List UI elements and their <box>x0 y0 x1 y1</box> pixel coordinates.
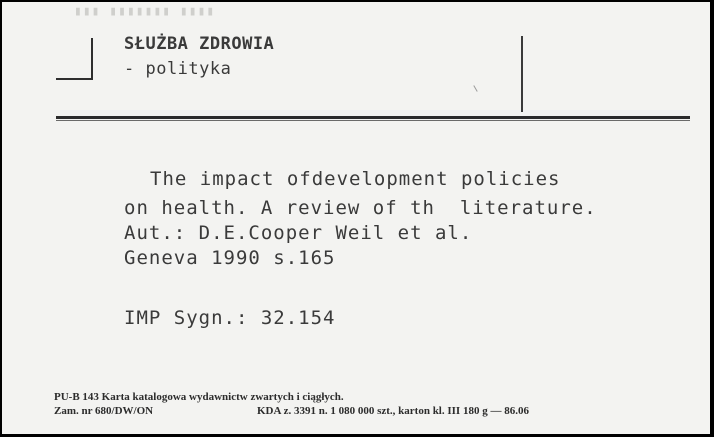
corner-mark-vertical <box>91 38 93 80</box>
header-divider <box>56 116 690 119</box>
footer-form-line: PU-B 143 Karta katalogowa wydawnictw zwartych i ciągłych. <box>54 391 344 403</box>
faded-stamp-text: ▮▮▮ ▮▮▮▮▮▮▮ ▮▮▮▮ <box>74 4 216 19</box>
subject-heading: SŁUŻBA ZDROWIA <box>124 34 275 54</box>
corner-mark-horizontal <box>56 78 93 80</box>
title-line-1: The impact ofdevelopment policies <box>150 168 561 190</box>
title-line-2: on health. A review of th literature. <box>124 197 597 219</box>
subject-subheading: - polityka <box>124 59 232 79</box>
author-line: Aut.: D.E.Cooper Weil et al. <box>124 222 473 244</box>
header-vertical-rule <box>521 36 523 112</box>
catalog-card <box>2 2 710 434</box>
header-divider-shadow <box>56 120 690 121</box>
imprint-line: Geneva 1990 s.165 <box>124 247 336 269</box>
footer-order-number: Zam. nr 680/DW/ON <box>54 405 154 417</box>
pen-mark <box>473 85 477 92</box>
call-number-line: IMP Sygn.: 32.154 <box>124 307 336 329</box>
footer-print-info: KDA z. 3391 n. 1 080 000 szt., karton kl. III 180 g — 86.06 <box>257 405 529 417</box>
footer-print-line <box>54 405 529 417</box>
